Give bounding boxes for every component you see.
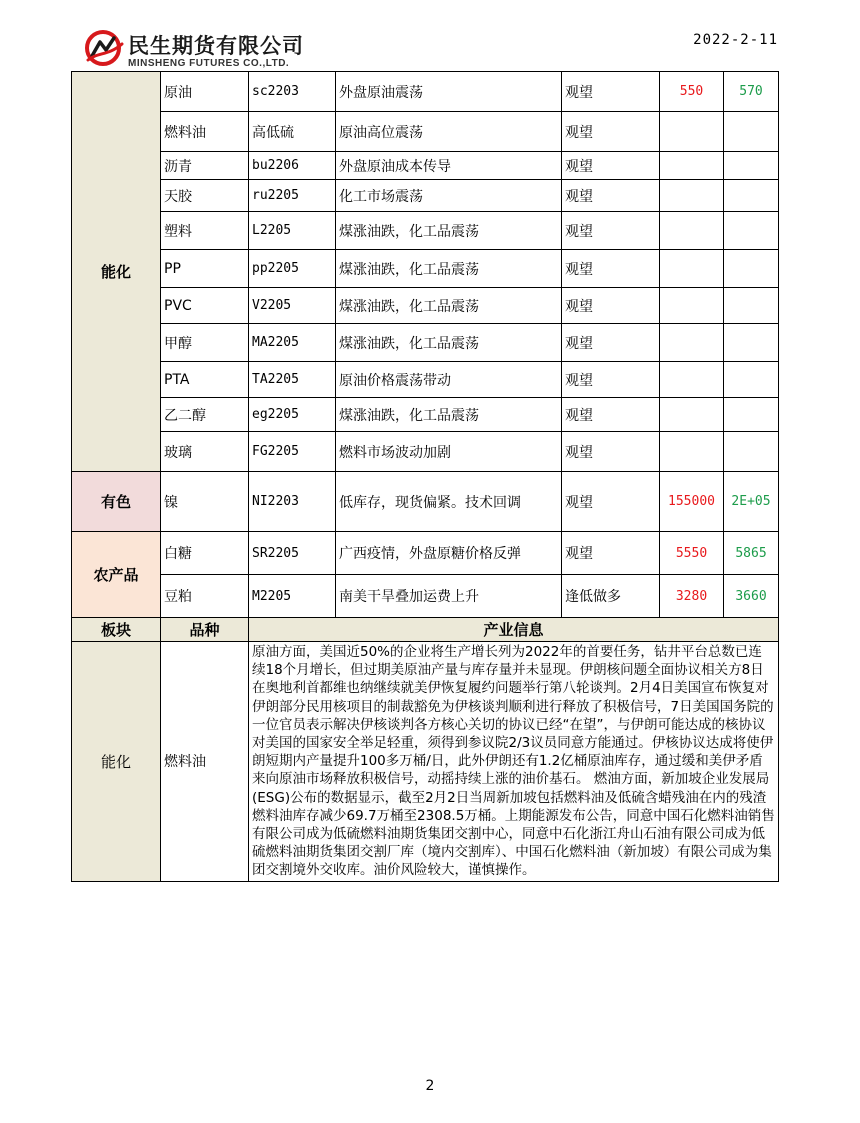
info-header-row — [72, 618, 779, 642]
value-cell-1: 5550 — [660, 532, 724, 575]
table-row — [72, 324, 779, 362]
contract-code-cell: sc2203 — [249, 72, 336, 112]
view-cell: 观望 — [562, 324, 660, 362]
page-header — [0, 0, 860, 72]
value-cell-1 — [660, 324, 724, 362]
contract-code-cell: 高低硫 — [249, 112, 336, 152]
strategy-table — [71, 71, 779, 882]
industry-info-cell: 低库存，现货偏紧。技术回调 — [336, 472, 562, 532]
value-cell-2 — [724, 112, 779, 152]
contract-code-cell: NI2203 — [249, 472, 336, 532]
value-cell-2 — [724, 324, 779, 362]
variety-cell: PVC — [161, 288, 249, 324]
value-cell-1 — [660, 432, 724, 472]
sector-cell-youse: 有色 — [72, 472, 161, 532]
variety-cell: PTA — [161, 362, 249, 398]
contract-code-cell: ru2205 — [249, 180, 336, 212]
value-cell-2 — [724, 432, 779, 472]
industry-info-cell: 煤涨油跌，化工品震荡 — [336, 324, 562, 362]
table-row — [72, 152, 779, 180]
value-cell-2 — [724, 180, 779, 212]
industry-info-cell: 外盘原油成本传导 — [336, 152, 562, 180]
value-cell-2: 3660 — [724, 575, 779, 618]
table-row — [72, 288, 779, 324]
view-cell: 观望 — [562, 472, 660, 532]
view-cell: 观望 — [562, 362, 660, 398]
minsheng-logo-icon — [84, 30, 124, 66]
value-cell-2 — [724, 250, 779, 288]
variety-cell: 塑料 — [161, 212, 249, 250]
view-cell: 观望 — [562, 432, 660, 472]
variety-cell: 燃料油 — [161, 112, 249, 152]
industry-info-cell: 南美干旱叠加运费上升 — [336, 575, 562, 618]
view-cell: 观望 — [562, 212, 660, 250]
industry-info-cell: 煤涨油跌，化工品震荡 — [336, 288, 562, 324]
contract-code-cell: eg2205 — [249, 398, 336, 432]
industry-info-cell: 原油价格震荡带动 — [336, 362, 562, 398]
table-row — [72, 112, 779, 152]
value-cell-1 — [660, 288, 724, 324]
table-row — [72, 362, 779, 398]
value-cell-1 — [660, 212, 724, 250]
industry-info-cell: 广西疫情，外盘原糖价格反弹 — [336, 532, 562, 575]
industry-info-paragraph: 原油方面，美国近50%的企业将生产增长列为2022年的首要任务，钻井平台总数已连续18个月增长，但过期美原油产量与库存量并未显现。伊朗核问题全面协议相关方8日在奥地利首都维也纳继续就美伊恢复履约问题举行第八轮谈判。2月4日美国宣布恢复对伊朗部分民用核项目的制裁豁免为伊核谈判顺利进行释放了积极信号，7日美国国务院的一位官员表示解决伊核谈判各方核心关切的协议已经“在望”，与伊朗可能达成的核协议对美国的国家安全举足轻重，须得到参议院2/3议员同意方能通过。伊核协议达成将使伊朗短期内产量提升100多万桶/日，此外伊朗还有1.2亿桶原油库存，通过缓和美伊矛盾来向原油市场释放积极信号，动摇持续上涨的油价基石。 燃油方面，新加坡企业发展局(ESG)公布的数据显示，截至2月2日当周新加坡包括燃料油及低硫含蜡残油在内的残渣燃料油库存减少69.7万桶至2308.5万桶。上期能源发布公告，同意中国石化燃料油销售有限公司成为低硫燃料油期货集团交割中心，同意中石化浙江舟山石油有限公司成为低硫燃料油期货集团交割厂库（境内交割库）、中国石化燃料油（新加坡）有限公司成为集团交割境外交收库。油价风险较大，谨慎操作。 — [249, 642, 779, 882]
value-cell-1 — [660, 362, 724, 398]
value-cell-2 — [724, 362, 779, 398]
value-cell-1: 155000 — [660, 472, 724, 532]
variety-cell: 乙二醇 — [161, 398, 249, 432]
sector-cell-nongchanpin: 农产品 — [72, 532, 161, 618]
variety-cell: 镍 — [161, 472, 249, 532]
value-cell-2 — [724, 288, 779, 324]
value-cell-1 — [660, 250, 724, 288]
value-cell-2: 570 — [724, 72, 779, 112]
page-number: 2 — [425, 1078, 435, 1094]
value-cell-1: 550 — [660, 72, 724, 112]
info-sector-cell: 能化 — [72, 642, 161, 882]
table-row — [72, 432, 779, 472]
variety-cell: 豆粕 — [161, 575, 249, 618]
company-name-cn: 民生期货有限公司 — [128, 34, 304, 58]
value-cell-2 — [724, 152, 779, 180]
table-row — [72, 575, 779, 618]
variety-cell: 天胶 — [161, 180, 249, 212]
view-cell: 观望 — [562, 288, 660, 324]
value-cell-2: 5865 — [724, 532, 779, 575]
view-cell: 观望 — [562, 72, 660, 112]
info-header-info: 产业信息 — [249, 618, 779, 642]
value-cell-1 — [660, 112, 724, 152]
info-variety-cell: 燃料油 — [161, 642, 249, 882]
contract-code-cell: L2205 — [249, 212, 336, 250]
table-row — [72, 472, 779, 532]
industry-info-cell: 化工市场震荡 — [336, 180, 562, 212]
info-header-variety: 品种 — [161, 618, 249, 642]
value-cell-2 — [724, 212, 779, 250]
variety-cell: 沥青 — [161, 152, 249, 180]
contract-code-cell: pp2205 — [249, 250, 336, 288]
industry-info-cell: 煤涨油跌，化工品震荡 — [336, 212, 562, 250]
contract-code-cell: FG2205 — [249, 432, 336, 472]
industry-info-cell: 燃料市场波动加剧 — [336, 432, 562, 472]
variety-cell: 原油 — [161, 72, 249, 112]
view-cell: 观望 — [562, 532, 660, 575]
table-row — [72, 398, 779, 432]
table-row — [72, 250, 779, 288]
industry-info-cell: 煤涨油跌，化工品震荡 — [336, 398, 562, 432]
industry-info-cell: 原油高位震荡 — [336, 112, 562, 152]
view-cell: 观望 — [562, 398, 660, 432]
info-header-sector: 板块 — [72, 618, 161, 642]
value-cell-2: 2E+05 — [724, 472, 779, 532]
view-cell: 观望 — [562, 250, 660, 288]
value-cell-1 — [660, 398, 724, 432]
industry-info-cell: 煤涨油跌，化工品震荡 — [336, 250, 562, 288]
contract-code-cell: M2205 — [249, 575, 336, 618]
table-row — [72, 180, 779, 212]
contract-code-cell: TA2205 — [249, 362, 336, 398]
variety-cell: 玻璃 — [161, 432, 249, 472]
value-cell-1: 3280 — [660, 575, 724, 618]
value-cell-1 — [660, 180, 724, 212]
variety-cell: PP — [161, 250, 249, 288]
company-name-en: MINSHENG FUTURES CO.,LTD. — [128, 58, 290, 69]
contract-code-cell: SR2205 — [249, 532, 336, 575]
variety-cell: 甲醇 — [161, 324, 249, 362]
value-cell-1 — [660, 152, 724, 180]
view-cell: 观望 — [562, 180, 660, 212]
view-cell: 观望 — [562, 152, 660, 180]
variety-cell: 白糖 — [161, 532, 249, 575]
value-cell-2 — [724, 398, 779, 432]
contract-code-cell: bu2206 — [249, 152, 336, 180]
info-row — [72, 642, 779, 882]
view-cell: 观望 — [562, 112, 660, 152]
company-logo — [84, 28, 324, 72]
contract-code-cell: MA2205 — [249, 324, 336, 362]
table-row — [72, 532, 779, 575]
sector-cell-nenghua: 能化 — [72, 72, 161, 472]
contract-code-cell: V2205 — [249, 288, 336, 324]
table-row — [72, 212, 779, 250]
view-cell: 逢低做多 — [562, 575, 660, 618]
industry-info-cell: 外盘原油震荡 — [336, 72, 562, 112]
table-row — [72, 72, 779, 112]
report-date: 2022-2-11 — [693, 32, 778, 48]
